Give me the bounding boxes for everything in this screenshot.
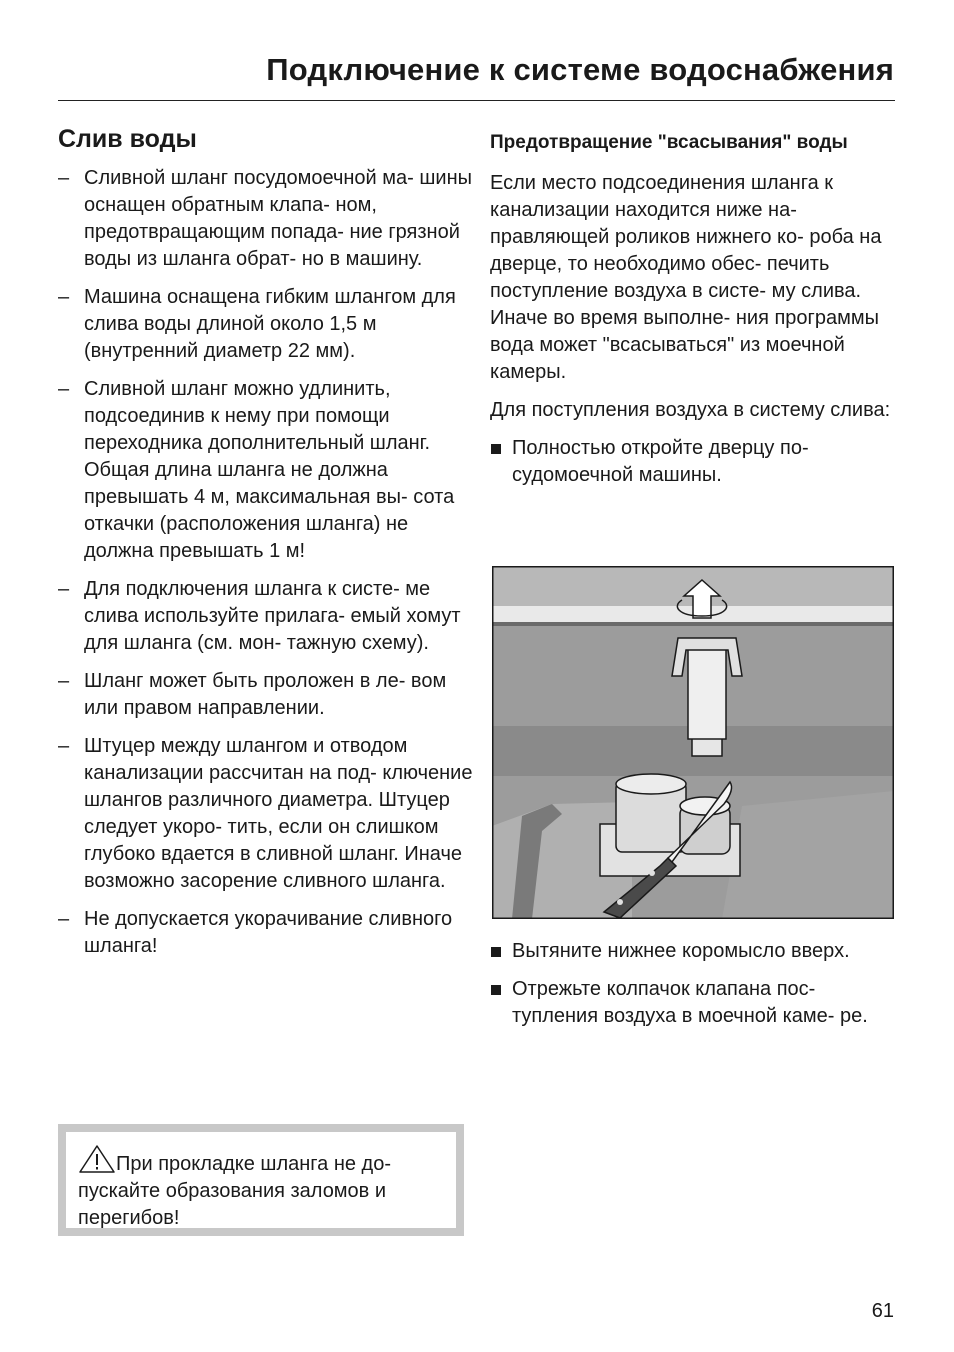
list-item: – Сливной шланг посудомоечной ма- шины оснащен обратным клапа- ном, предотвращающим попада- ние грязной воды из шланга обрат- но в машину. — [58, 165, 473, 273]
paragraph: Если место подсоединения шланга к канализации находится ниже на- правляющей роликов нижнего ко- роба на дверце, то необходимо обес- печить поступление воздуха в систе- му слива. Иначе во время выполне- ния программы вода может "всасываться" из моечной камеры. — [490, 172, 882, 383]
list-item: – Для подключения шланга к систе- ме слива используйте прилага- емый хомут для шланга (см. мон- тажную схему). — [58, 576, 473, 657]
section-title-drain: Слив воды — [58, 125, 197, 153]
warning-content — [66, 1132, 456, 1228]
warning-text: При прокладке шланга не до- пускайте образования заломов и перегибов! — [78, 1153, 391, 1229]
step-list — [490, 938, 895, 1030]
steps-after-figure — [490, 938, 895, 1041]
list-item: – Сливной шланг можно удлинить, подсоединив к нему при помощи переходника дополнительный шланг. Общая длина шланга не должна превышать 4 м, максимальная вы- сота откачки (расположения шланга) не должна превышать 1 м! — [58, 376, 473, 565]
step-item: Полностью откройте дверцу по- судомоечной машины. — [490, 435, 895, 489]
page-number: 61 — [871, 1300, 894, 1322]
step-list — [490, 435, 895, 489]
paragraph: Для поступления воздуха в систему слива: — [490, 399, 891, 421]
valve-cap-illustration — [492, 566, 894, 919]
list-item: – Не допускается укорачивание сливного шланга! — [58, 906, 473, 960]
warning-triangle-icon — [78, 1144, 116, 1174]
right-column — [490, 130, 895, 500]
title-divider — [58, 100, 895, 101]
step-item: Отрежьте колпачок клапана пос- тупления воздуха в моечной каме- ре. — [490, 976, 895, 1030]
step-item: Вытяните нижнее коромысло вверх. — [490, 938, 895, 965]
drain-list — [58, 165, 473, 960]
left-column — [58, 125, 473, 971]
list-item: – Машина оснащена гибким шлангом для слива воды длиной около 1,5 м (внутренний диаметр 22 мм). — [58, 284, 473, 365]
warning-box — [58, 1124, 464, 1236]
page-title: Подключение к системе водоснабжения — [266, 52, 894, 87]
section-title-suction: Предотвращение "всасывания" воды — [490, 132, 848, 153]
list-item: – Шланг может быть проложен в ле- вом или правом направлении. — [58, 668, 473, 722]
list-item: – Штуцер между шлангом и отводом канализации рассчитан на под- ключение шлангов различного диаметра. Штуцер следует укоро- тить, если он слишком глубоко вдается в сливной шланг. Иначе возможно засорение сливного шланга. — [58, 733, 473, 895]
